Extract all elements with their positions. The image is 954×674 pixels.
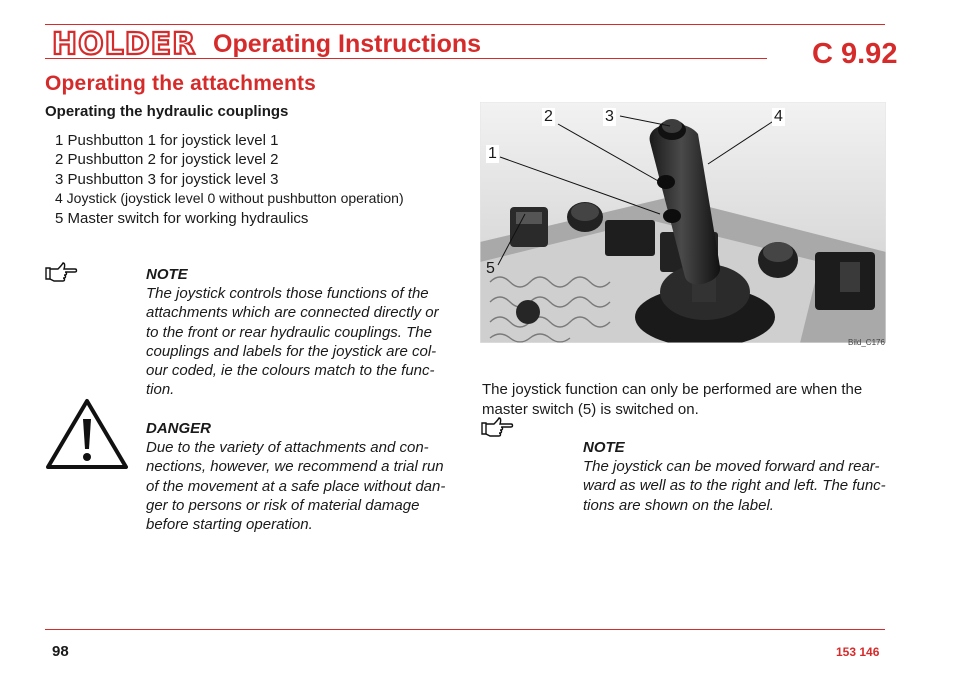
legend-item: 3 Pushbutton 3 for joystick level 3 [55, 170, 279, 188]
note-line: couplings and labels for the joystick are col- [146, 342, 437, 360]
legend-item: 4 Joystick (joystick level 0 without pushbutton operation) [55, 190, 404, 207]
note-line: our coded, ie the colours match to the func- [146, 362, 435, 380]
joystick-photo [480, 102, 886, 343]
note-heading: NOTE [583, 439, 625, 456]
sub-title: Operating the hydraulic couplings [45, 103, 289, 120]
right-paragraph [482, 380, 887, 420]
danger-line: nections, however, we recommend a trial run [146, 458, 444, 476]
callout-3: 3 [605, 108, 614, 125]
danger-line: before starting operation. [146, 516, 313, 534]
legend-item: 1 Pushbutton 1 for joystick level 1 [55, 132, 279, 149]
header-title: Operating Instructions [213, 30, 482, 58]
danger-line: ger to persons or risk of material damage [146, 496, 420, 514]
callout-4: 4 [774, 108, 783, 125]
note-line: The joystick controls those functions of the [146, 285, 429, 303]
note-line: attachments which are connected directly or [146, 304, 439, 322]
header-rule-top [45, 24, 885, 25]
warning-triangle-icon [44, 397, 130, 476]
note-line: tion. [146, 381, 175, 399]
pointing-hand-icon [44, 262, 78, 289]
legend-item: 5 Master switch for working hydraulics [55, 209, 309, 227]
note-line: to the front or rear hydraulic couplings. The [146, 323, 432, 341]
note-left [146, 265, 451, 399]
note-line: The joystick can be moved forward and rear- [583, 458, 880, 476]
danger-line: Due to the variety of attachments and con- [146, 439, 429, 457]
brand-logo: HOLDER [52, 27, 197, 62]
paragraph-line: The joystick function can only be performed are when the [482, 381, 863, 398]
danger-line: of the movement at a safe place without dan- [146, 477, 446, 495]
figure-caption: Bild_C176 [848, 338, 885, 347]
note-line: ward as well as to the right and left. The func- [583, 477, 886, 495]
note-line: tions are shown on the label. [583, 496, 774, 514]
callout-5: 5 [486, 260, 495, 277]
page-number: 98 [52, 643, 69, 660]
callout-1: 1 [488, 145, 497, 162]
note-heading: NOTE [146, 266, 188, 283]
legend-list [55, 131, 404, 228]
legend-item: 2 Pushbutton 2 for joystick level 2 [55, 151, 279, 169]
pointing-hand-icon [480, 417, 514, 444]
callout-2: 2 [544, 108, 553, 125]
document-number: 153 146 [836, 645, 880, 659]
footer-rule [45, 629, 885, 630]
danger-heading: DANGER [146, 420, 212, 437]
paragraph-line: master switch (5) is switched on. [482, 401, 699, 418]
chapter-number: C 9.92 [812, 38, 898, 70]
note-right [583, 438, 887, 515]
danger-block [146, 419, 451, 534]
section-title: Operating the attachments [45, 72, 317, 95]
